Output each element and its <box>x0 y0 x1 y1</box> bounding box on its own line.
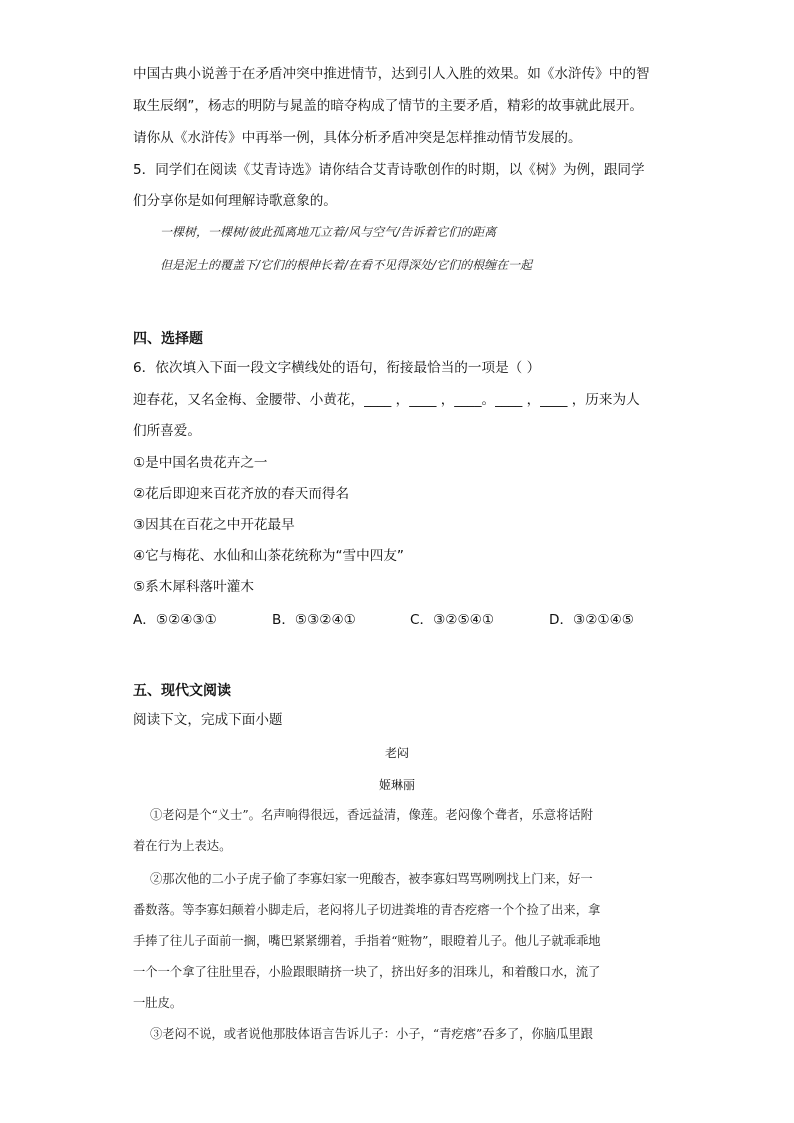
q4-line-3: 请你从《水浒传》中再举一例，具体分析矛盾冲突是怎样推动情节发展的。 <box>133 130 582 146</box>
article-line-5: 手捧了往儿子面前一搁，嘴巴紧紧绷着，手指着“赃物”，眼瞪着儿子。他儿子就乖乖地 <box>133 934 601 948</box>
article-line-6: 一个一个拿了往肚里吞，小脸跟眼睛挤一块了，挤出好多的泪珠儿，和着酸口水，流了 <box>133 965 601 979</box>
option-a[interactable]: A．⑤②④③① <box>133 612 217 628</box>
q6-item-2: ②花后即迎来百花齐放的春天而得名 <box>133 486 350 502</box>
q5-line-1: 5．同学们在阅读《艾青诗选》请你结合艾青诗歌创作的时期，以《树》为例，跟同学 <box>133 162 645 178</box>
article-line-1: ①老闷是个“义士”。名声响得很远，香远益清，像莲。老闷像个聋者，乐意将话附 <box>150 808 593 822</box>
poem-line-1: 一棵树，一棵树/彼此孤离地兀立着/风与空气/告诉着它们的距离 <box>160 225 497 239</box>
article-line-4: 番数落。等李寡妇颠着小脚走后，老闷将儿子切进粪堆的青杏疙瘩一个个捡了出来，拿 <box>133 903 601 917</box>
q6-options <box>133 608 673 628</box>
section-heading-choice: 四、选择题 <box>133 331 203 347</box>
q6-item-4: ④它与梅花、水仙和山茶花统称为“雪中四友” <box>133 548 404 564</box>
q5-line-2: 们分享你是如何理解诗歌意象的。 <box>133 193 337 209</box>
q6-question: 6．依次填入下面一段文字横线处的语句，衔接最恰当的一项是（ ） <box>133 360 541 376</box>
q6-passage-line-2: 们所喜爱。 <box>133 423 201 439</box>
article-line-3: ②那次他的二小子虎子偷了李寡妇家一兜酸杏，被李寡妇骂骂咧咧找上门来，好一 <box>150 872 593 886</box>
article-line-8: ③老闷不说，或者说他那肢体语言告诉儿子：小子，“青疙瘩”吞多了，你脑瓜里跟 <box>150 1027 593 1041</box>
q6-item-1: ①是中国名贵花卉之一 <box>133 455 268 471</box>
option-b[interactable]: B．⑤③②④① <box>272 612 356 628</box>
reading-instruction: 阅读下文，完成下面小题 <box>133 712 283 728</box>
option-d[interactable]: D．③②①④⑤ <box>549 612 634 628</box>
article-title: 老闷 <box>384 746 409 760</box>
q4-line-1: 中国古典小说善于在矛盾冲突中推进情节，达到引人入胜的效果。如《水浒传》中的智 <box>133 66 650 82</box>
section-heading-reading: 五、现代文阅读 <box>133 683 231 699</box>
q4-line-2: 取生辰纲”，杨志的明防与晁盖的暗夺构成了情节的主要矛盾，精彩的故事就此展开。 <box>133 98 644 114</box>
article-author: 姬琳丽 <box>378 778 415 792</box>
q6-item-3: ③因其在百花之中开花最早 <box>133 517 295 533</box>
article-line-7: 一肚皮。 <box>133 996 183 1010</box>
article-line-2: 着在行为上表达。 <box>133 839 232 853</box>
option-c[interactable]: C．③②⑤④① <box>410 612 495 628</box>
q6-item-5: ⑤系木犀科落叶灌木 <box>133 579 254 595</box>
q6-passage-line-1: 迎春花，又名金梅、金腰带、小黄花，____ ，____ ，____。____ ，____ ，历来为人 <box>133 392 640 408</box>
poem-line-2: 但是泥土的覆盖下/它们的根伸长着/在看不见得深处/它们的根缠在一起 <box>160 258 533 272</box>
